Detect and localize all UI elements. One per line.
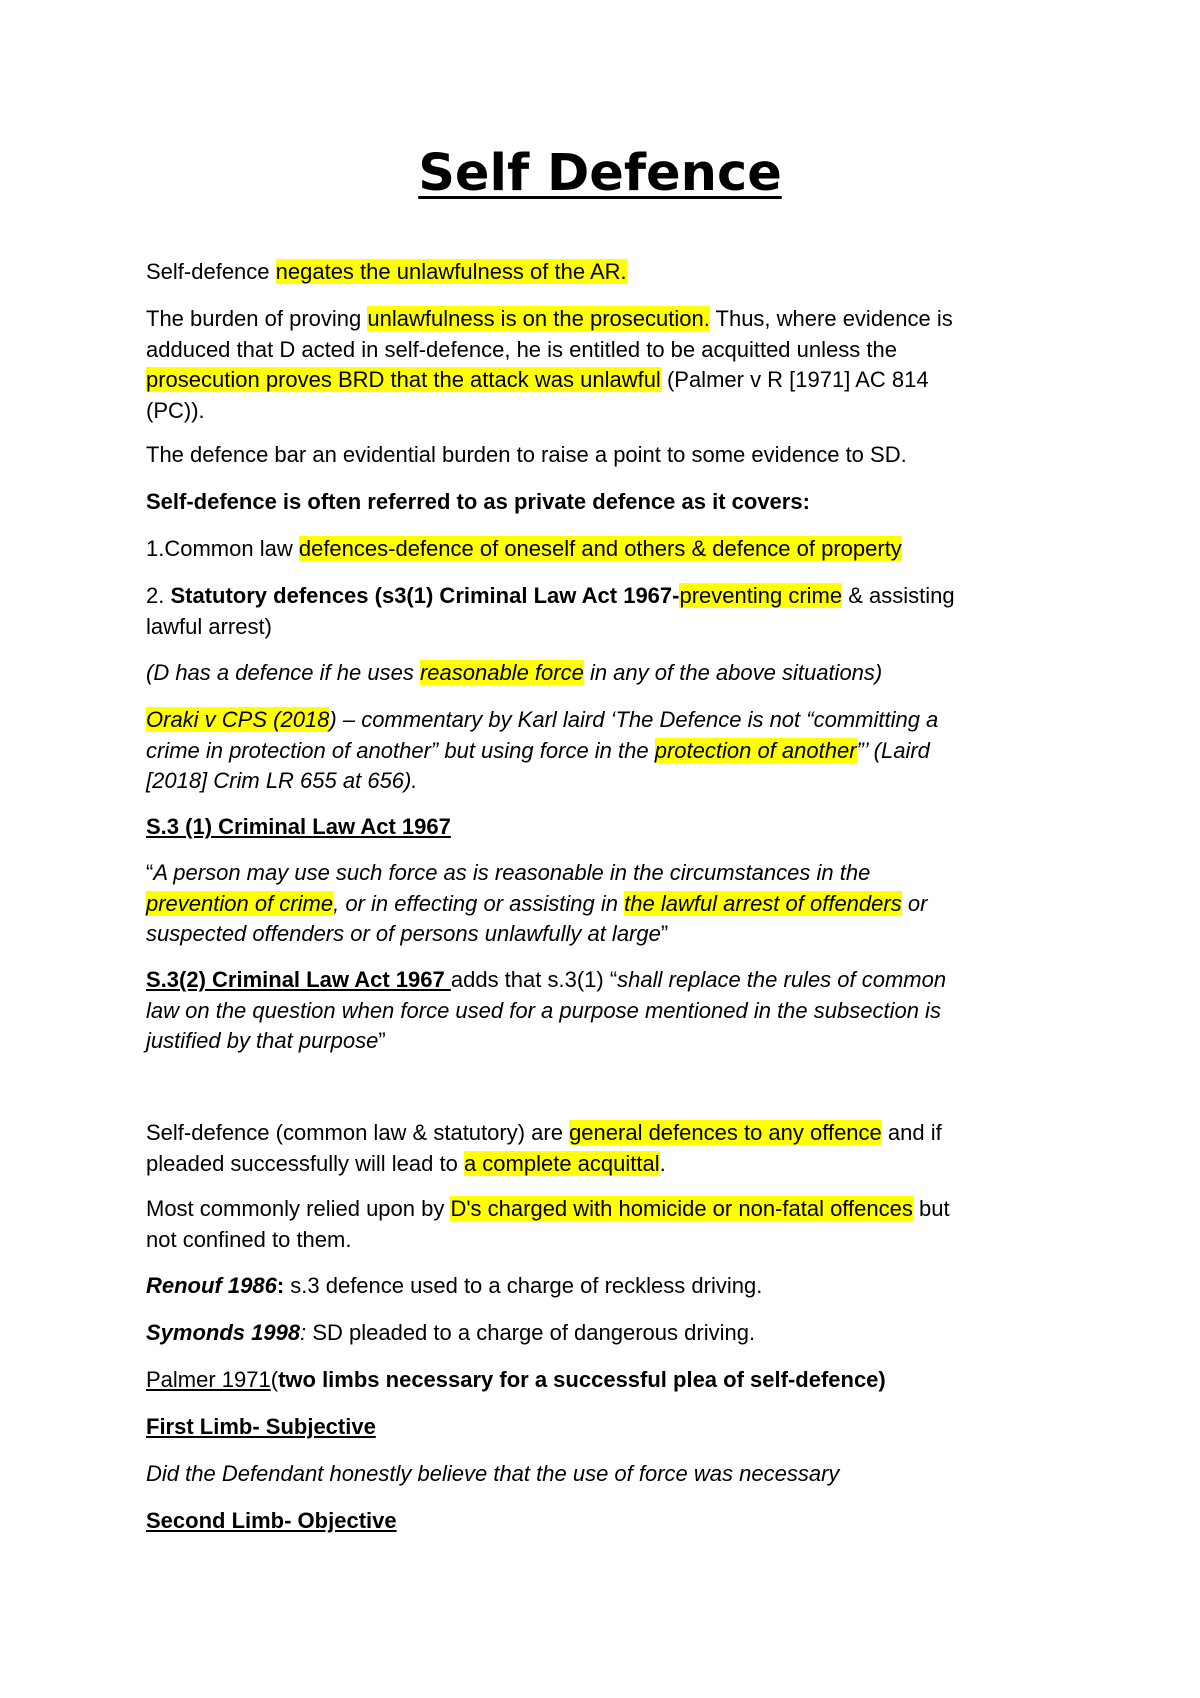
- text-run: ”: [378, 1028, 386, 1053]
- case-name: Renouf 1986: [146, 1273, 277, 1298]
- para-commonly-relied: [146, 1194, 1046, 1255]
- text-run: Most commonly relied upon by: [146, 1196, 451, 1221]
- case-name: Symonds 1998: [146, 1320, 301, 1345]
- page-title: Self Defence: [418, 144, 782, 203]
- highlight-run: unlawfulness is on the prosecution.: [367, 306, 710, 331]
- italic-run: ”’ (Laird: [856, 737, 930, 763]
- heading-run: S.3 (1) Criminal Law Act 1967: [146, 814, 451, 839]
- italic-run: crime in protection of another” but using force in the: [146, 737, 655, 763]
- text-run: 1.Common law: [146, 536, 299, 561]
- text-run: pleaded successfully will lead to: [146, 1150, 464, 1176]
- section-heading-s3-1: [146, 812, 1046, 843]
- list-item-common-law: [146, 534, 1046, 565]
- heading-run: First Limb- Subjective: [146, 1414, 376, 1439]
- case-name: Palmer 1971: [146, 1367, 271, 1392]
- italic-run: in any of the above situations): [583, 660, 883, 685]
- highlight-run: negates the unlawfulness of the AR.: [275, 259, 627, 284]
- italic-run: A person may use such force as is reasonable in the circumstances in the: [153, 860, 871, 885]
- para-evidential-burden: [146, 440, 1046, 471]
- bold-run: :: [276, 1273, 285, 1298]
- text-run: Self-defence (common law & statutory) are: [146, 1120, 570, 1145]
- text-run: SD pleaded to a charge of dangerous driving.: [306, 1320, 756, 1345]
- italic-run: :: [300, 1320, 307, 1345]
- italic-run: , or in effecting or assisting in: [333, 890, 625, 916]
- text-run: The defence bar an evidential burden to raise a point to some evidence to SD.: [146, 442, 907, 467]
- text-run: not confined to them.: [146, 1226, 352, 1252]
- highlight-run: reasonable force: [419, 660, 584, 685]
- para-general-defences: [146, 1118, 1046, 1179]
- para-s3-2: [146, 965, 1046, 1057]
- para-unlawfulness: [146, 257, 1046, 288]
- case-symonds: [146, 1318, 1046, 1349]
- bold-run: Statutory defences (s3(1) Criminal Law Act 1967-: [170, 583, 680, 608]
- para-private-defence-heading: [146, 487, 1046, 518]
- text-run: but: [912, 1196, 950, 1221]
- italic-run: (D has a defence if he uses: [146, 660, 420, 685]
- highlight-run: prevention of crime: [146, 890, 334, 916]
- highlight-run: general defences to any offence: [569, 1120, 882, 1145]
- highlight-run: a complete acquittal: [463, 1150, 660, 1176]
- para-oraki: [146, 705, 1046, 797]
- heading-run: Second Limb- Objective: [146, 1508, 397, 1533]
- highlight-run: preventing crime: [679, 583, 843, 608]
- para-burden: [146, 304, 1046, 426]
- text-run: “: [146, 860, 154, 885]
- text-run: (PC)).: [146, 397, 205, 423]
- highlight-run: protection of another: [654, 737, 857, 763]
- text-run: & assisting: [842, 583, 955, 608]
- italic-run: justified by that purpose: [146, 1028, 379, 1053]
- text-run: The burden of proving: [146, 306, 368, 331]
- text-run: s.3 defence used to a charge of reckless driving.: [284, 1273, 763, 1298]
- text-run: (Palmer v R [1971] AC 814: [660, 367, 929, 392]
- text-run: (: [270, 1367, 279, 1392]
- italic-run: law on the question when force used for a purpose mentioned in the subsection is: [146, 997, 941, 1023]
- list-item-statutory: [146, 581, 1046, 642]
- bold-run: Self-defence is often referred to as private defence as it covers:: [146, 489, 810, 514]
- highlight-run: defences-defence of oneself and others & defence of property: [298, 536, 902, 561]
- italic-run: Did the Defendant honestly believe that the use of force was necessary: [146, 1461, 840, 1486]
- text-run: adds that s.3(1) “: [450, 967, 618, 992]
- italic-run: suspected offenders or of persons unlawfully at large: [146, 921, 661, 946]
- highlight-run: D's charged with homicide or non-fatal offences: [450, 1196, 913, 1221]
- text-run: and if: [881, 1120, 942, 1145]
- italic-run: ) – commentary by Karl laird ‘The Defence is not “committing a: [329, 707, 939, 732]
- text-run: ”: [660, 921, 669, 946]
- text-run: adduced that D acted in self-defence, he is entitled to be acquitted unless the: [146, 336, 897, 362]
- italic-run: or: [901, 890, 928, 916]
- text-run: 2.: [146, 583, 171, 608]
- heading-first-limb: [146, 1412, 1046, 1443]
- bold-run: two limbs necessary for a successful plea of self-defence): [278, 1367, 886, 1392]
- heading-second-limb: [146, 1506, 1046, 1537]
- quote-s3-1: [146, 858, 1046, 950]
- highlight-run: Oraki v CPS (2018: [146, 707, 330, 732]
- highlight-run: the lawful arrest of offenders: [624, 890, 902, 916]
- italic-run: shall replace the rules of common: [617, 967, 947, 992]
- italic-run: [2018] Crim LR 655 at 656).: [146, 768, 418, 793]
- text-run: Self-defence: [146, 259, 276, 284]
- case-palmer: [146, 1365, 1046, 1396]
- text-run: lawful arrest): [146, 613, 272, 639]
- case-renouf: [146, 1271, 1046, 1302]
- text-run: .: [659, 1150, 666, 1176]
- text-run: Thus, where evidence is: [709, 306, 953, 331]
- heading-run: S.3(2) Criminal Law Act 1967: [146, 967, 451, 992]
- para-first-limb-test: [146, 1459, 1046, 1490]
- para-reasonable-force: [146, 658, 1046, 689]
- highlight-run: prosecution proves BRD that the attack was unlawful: [146, 367, 661, 392]
